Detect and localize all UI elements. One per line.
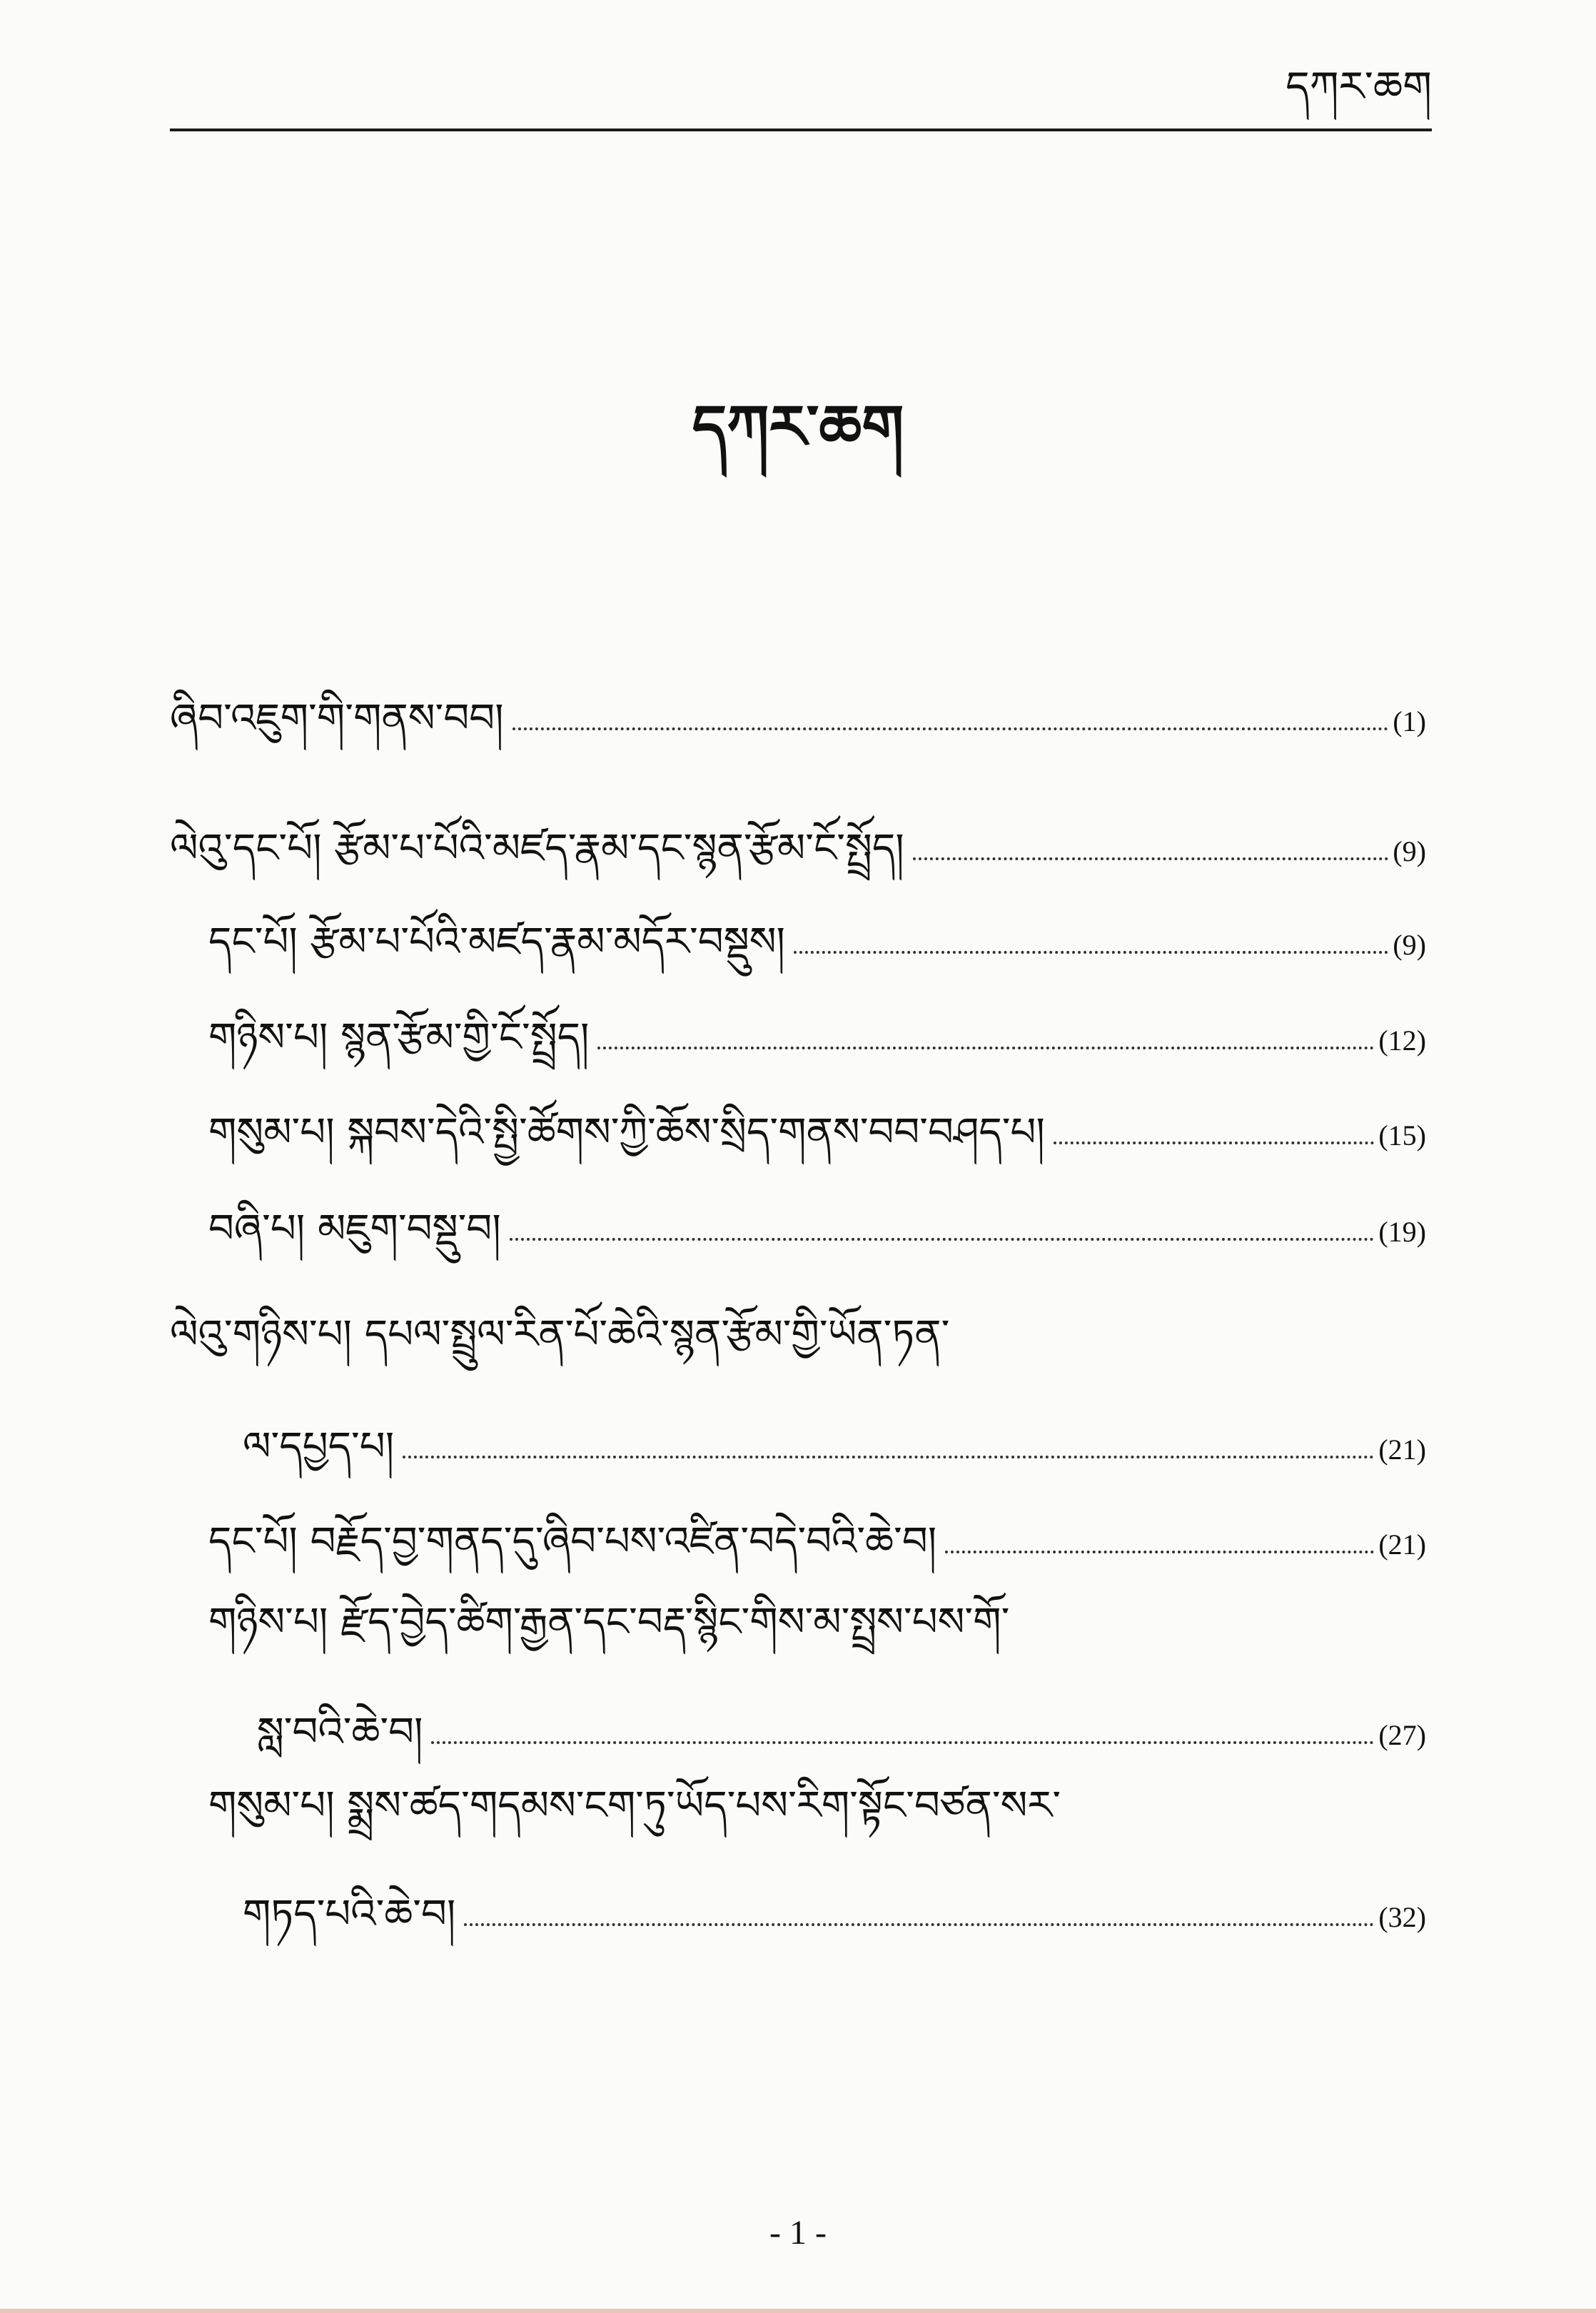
toc-leader-dots bbox=[431, 1741, 1374, 1744]
toc-leader-dots bbox=[913, 857, 1389, 860]
toc-page-number: (27) bbox=[1378, 1719, 1426, 1751]
toc-entry[interactable] bbox=[208, 1096, 1426, 1156]
page-number: - 1 - bbox=[769, 2214, 827, 2252]
toc-page-number: (19) bbox=[1378, 1216, 1426, 1248]
toc-entry[interactable] bbox=[208, 1505, 1426, 1565]
toc-entry-text: གསུམ་པ། སྐབས་དེའི་སྤྱི་ཚོགས་ཀྱི་ཆོས་སྲིད་གནས་བབ་བཤད་པ། bbox=[208, 1109, 1045, 1156]
toc-leader-dots bbox=[510, 1238, 1375, 1241]
toc-leader-dots bbox=[464, 1923, 1374, 1926]
toc-page-number: (21) bbox=[1378, 1433, 1426, 1466]
toc-entry-first-line[interactable]: གཉིས་པ། རྫོད་བྱེད་ཚིག་རྒྱན་དང་བརྡ་སྙིང་གིས་མ་སྤྲས་པས་གོ་ bbox=[208, 1599, 1010, 1646]
toc-entry[interactable] bbox=[257, 1695, 1426, 1753]
toc-entry-text: བཞི་པ། མཇུག་བསྡུ་བ། bbox=[208, 1206, 501, 1252]
toc-leader-dots bbox=[597, 1047, 1374, 1049]
toc-entry[interactable] bbox=[170, 682, 1426, 742]
toc-entry-text: ལེའུ་དང་པོ། རྩོམ་པ་པོའི་མཛད་རྣམ་དང་སྙན་རྩོམ་ངོ་སྤྲོད། bbox=[170, 825, 904, 872]
toc-leader-dots bbox=[1054, 1142, 1375, 1144]
toc-page-number: (21) bbox=[1378, 1528, 1426, 1561]
toc-entry[interactable] bbox=[208, 1192, 1426, 1252]
toc-page-number: (9) bbox=[1393, 929, 1426, 961]
toc-leader-dots bbox=[512, 727, 1389, 730]
toc-entry-text: ཞིབ་འཇུག་གི་གནས་བབ། bbox=[170, 695, 504, 742]
toc-entry-text: དང་པོ། རྩོམ་པ་པོའི་མཛད་རྣམ་མདོར་བསྡུས། bbox=[208, 919, 785, 965]
toc-entry-first-line[interactable]: གསུམ་པ། སྨྲས་ཚད་གདམས་ངག་ཏུ་ཡོད་པས་རིག་སྟོང་བཙན་སར་ bbox=[208, 1783, 1061, 1829]
toc-page-number: (15) bbox=[1378, 1119, 1426, 1152]
toc-entry-text: ལ་དཔྱད་པ། bbox=[243, 1423, 395, 1470]
toc-leader-dots bbox=[945, 1551, 1374, 1553]
toc-entry[interactable] bbox=[170, 812, 1426, 872]
toc-entry[interactable] bbox=[243, 1410, 1426, 1470]
toc-entry[interactable] bbox=[243, 1878, 1426, 1935]
toc-entry-first-line[interactable]: ལེའུ་གཉིས་པ། དཔལ་སྤྲུལ་རིན་པོ་ཆེའི་སྙན་རྩོམ་གྱི་ཡོན་ཏན་ bbox=[170, 1311, 950, 1358]
toc-page-number: (12) bbox=[1378, 1024, 1426, 1057]
page-bottom-edge bbox=[0, 2309, 1596, 2313]
toc-page-number: (1) bbox=[1393, 705, 1426, 737]
toc-entry[interactable] bbox=[208, 905, 1426, 965]
toc-entry-text: སླ་བའི་ཆེ་བ། bbox=[257, 1709, 423, 1755]
running-header: དཀར་ཆག bbox=[1286, 62, 1432, 111]
toc-entry-text: དང་པོ། བརྗོད་བྱ་གནད་དུ་ཞིབ་པས་འཛིན་བདེ་བའི་ཆེ་བ། bbox=[208, 1518, 937, 1565]
toc-entry-text: གཏད་པའི་ཆེ་བ། bbox=[243, 1891, 456, 1937]
toc-leader-dots bbox=[794, 951, 1388, 954]
toc-page-number: (9) bbox=[1393, 835, 1426, 867]
toc-page-number: (32) bbox=[1378, 1901, 1426, 1933]
toc-leader-dots bbox=[403, 1456, 1374, 1458]
toc-entry[interactable] bbox=[208, 1001, 1426, 1061]
toc-entry-text: གཉིས་པ། སྙན་རྩོམ་གྱི་ངོ་སྤྲོད། bbox=[208, 1014, 590, 1061]
page-title: དཀར་ཆག bbox=[692, 391, 904, 462]
